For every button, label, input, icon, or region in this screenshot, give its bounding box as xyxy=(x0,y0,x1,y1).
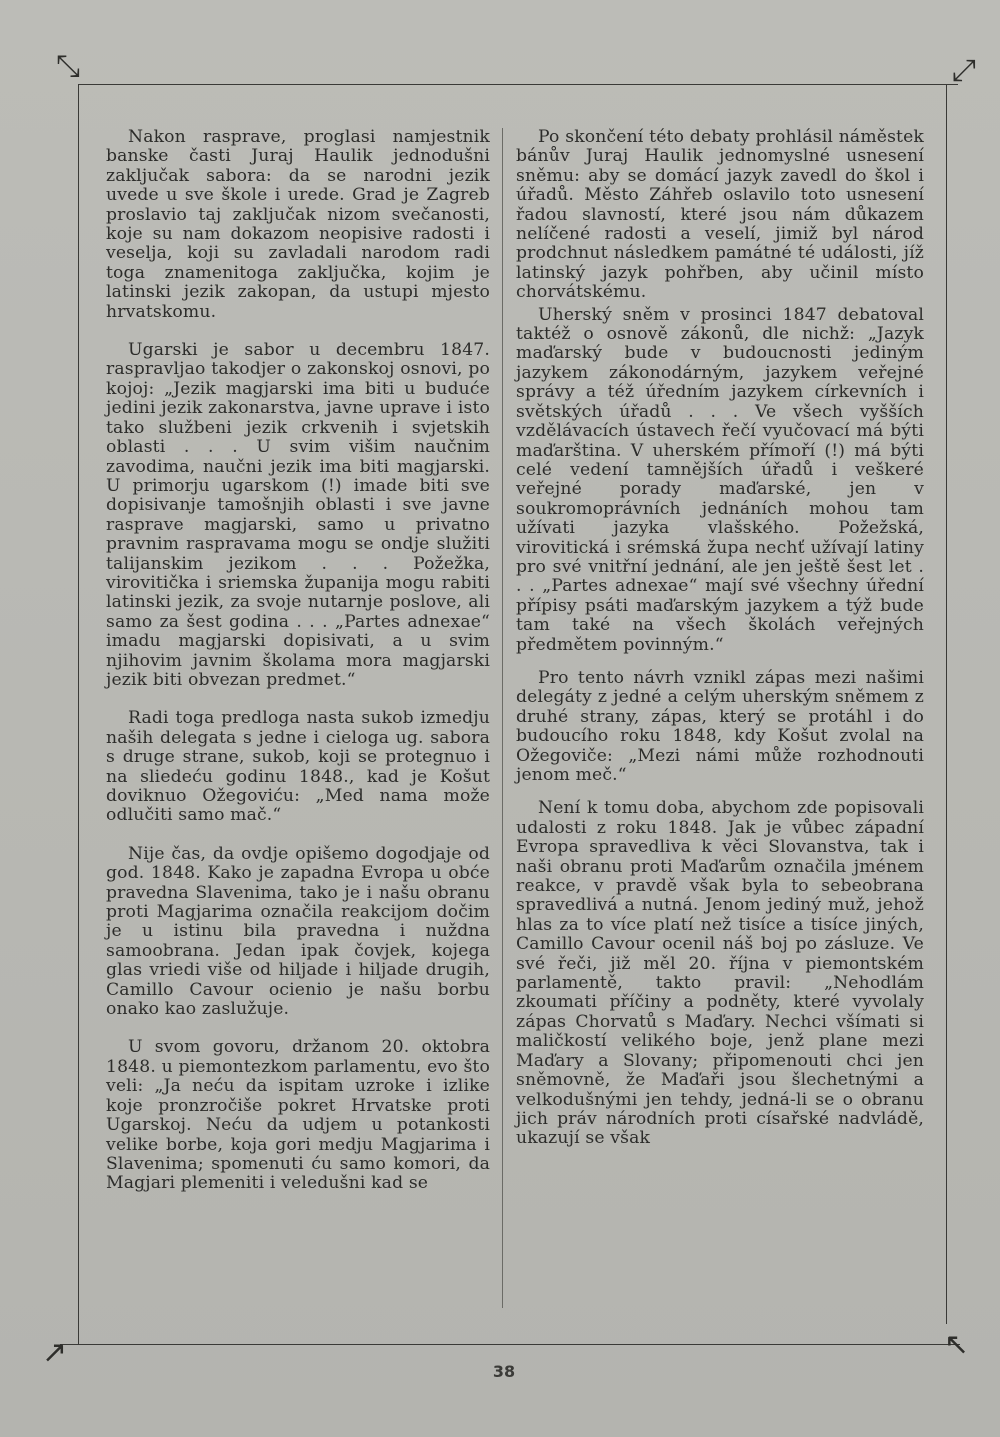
frame-bottom-rule xyxy=(60,1344,960,1345)
corner-ornament-top-right-icon: ⤢ xyxy=(952,53,976,88)
frame-top-rule xyxy=(78,84,958,85)
left-paragraph-2: Ugarski je sabor u decembru 1847. raspravljao takodjer o zakonskoj osnovi, po kojoj: „Jezik magjarski ima biti u buduće jedini jezik zakonarstva, javne uprave i isto tako službeni jezik crkvenih i svjetskih oblasti . . . U svim višim naučnim zavodima, naučni jezik ima biti magjarski. U primorju ugarskom (!) imade biti sve dopisivanje tamošnjih oblasti i sve javne rasprave magjarski, samo u privatno pravnim raspravama mogu se ondje služiti talijanskim jezikom . . . Požežka, virovitička i sriemska županija mogu rabiti latinski jezik, za svoje nutarnje poslove, ali samo za šest godina . . . „Partes adnexae“ imadu magjarski dopisivati, a u svim njihovim javnim školama mora magjarski jezik biti obvezan predmet.“ xyxy=(106,340,490,690)
page-number: 38 xyxy=(492,1362,516,1381)
corner-ornament-bottom-right-icon: ↖ xyxy=(944,1327,970,1362)
corner-ornament-bottom-left-icon: ↗ xyxy=(42,1335,68,1370)
left-column-croatian-text xyxy=(106,128,490,1213)
left-paragraph-3: Radi toga predloga nasta sukob izmedju naših delegata s jedne i cieloga ug. sabora s druge strane, sukob, koji se protegnuo i na sliedeću godinu 1848., kad je Košut doviknuo Ožegoviću: „Med nama može odlučiti samo mač.“ xyxy=(106,708,490,826)
frame-right-rule xyxy=(946,84,947,1324)
right-paragraph-3: Pro tento návrh vznikl zápas mezi našimi delegáty z jedné a celým uherským sněmem z druhé strany, zápas, který se protáhl i do budoucího roku 1848, kdy Košut zvolal na Ožegoviče: „Mezi námi může rozhodnouti jenom meč.“ xyxy=(516,667,924,785)
right-paragraph-1: Po skončení této debaty prohlásil náměstek bánův Juraj Haulik jednomyslné usnesení sněmu: aby se domácí jazyk zavedl do škol i úřadů. Město Záhřeb oslavilo toto usnesení řadou slavností, které jsou nám důkazem nelíčené radosti a veselí, jimiž byl národ prodchnut následkem památné té události, jíž latinský jazyk pohřben, aby učinil místo chorvátskému. xyxy=(516,127,924,303)
left-paragraph-5: U svom govoru, držanom 20. oktobra 1848. u piemontezkom parlamentu, evo što veli: „Ja neću da ispitam uzroke i izlike koje pronzročiše pokret Hrvatske proti Ugarskoj. Neću da udjem u potankosti velike borbe, koja gori medju Magjarima i Slavenima; spomenuti ću samo komori, da Magjari plemeniti i veledušni kad se xyxy=(106,1037,490,1194)
left-paragraph-4: Nije čas, da ovdje opišemo dogodjaje od god. 1848. Kako je zapadna Evropa u obće pravedna Slavenima, tako je i našu obranu proti Magjarima označila reakcijom dočim je u istinu bila pravedna i nuždna samoobrana. Jedan ipak čovjek, kojega glas vriedi više od hiljade i hiljade drugih, Camillo Cavour ocienio je našu borbu onako kao zaslužuje. xyxy=(106,843,490,1020)
left-paragraph-1: Nakon rasprave, proglasi namjestnik banske časti Juraj Haulik jednodušni zaključak sabora: da se narodni jezik uvede u sve škole i urede. Grad je Zagreb proslavio taj zaključak nizom svečanosti, koje su nam dokazom neopisive radosti i veselja, koji su zavladali narodom radi toga znamenitoga zaključka, kojim je latinski jezik zakopan, da ustupi mjesto hrvatskomu. xyxy=(106,127,490,322)
right-paragraph-4: Není k tomu doba, abychom zde popisovali udalosti z roku 1848. Jak je vůbec západní Evropa spravedliva k věci Slovanstva, tak i naši obranu proti Maďarům označila jménem reakce, v pravdě však byla to sebeobrana spravedlivá a nutná. Jenom jediný muž, jehož hlas za to více platí než tisíce a tisíce jiných, Camillo Cavour ocenil náš boj po zásluze. Ve své řeči, již měl 20. října v piemontském parlamentě, takto pravil: „Nehodlám zkoumati příčiny a podněty, které vyvolaly zápas Chorvatů s Maďary. Nechci všímati si maličkostí velikého boje, jenž plane mezi Maďary a Slovany; připomenouti chci jen sněmovně, že Maďaři jsou šlechetnými a velkodušnými jen tehdy, jedná-li se o obranu jich práv národních proti císařské nadvládě, ukazují se však xyxy=(516,798,924,1149)
right-column-czech-text xyxy=(516,128,924,1152)
column-divider xyxy=(502,128,503,1308)
frame-left-rule xyxy=(78,84,79,1344)
right-paragraph-2: Uherský sněm v prosinci 1847 debatoval taktéž o osnově zákonů, dle nichž: „Jazyk maďarský bude v budoucnosti jediným jazykem zákonodárným, jazykem veřejné správy a též úředním jazykem církevních i světských úřadů . . . Ve všech vyšších vzdělávacích ústavech řečí vyučovací má býti maďarština. V uherském přímoří (!) má býti celé vedení tamnějších úřadů i veškeré veřejné porady maďarské, jen v soukromoprávních jednáních mohou tam užívati jazyka vlašského. Požežská, virovitická i srémská župa nechť užívají latiny pro své vnitřní jednání, ale jen ještě šest let . . . „Partes adnexae“ mají své všechny úřední přípisy psáti maďarským jazykem a týž bude tam také na všech školách veřejných předmětem povinným.“ xyxy=(516,304,924,655)
corner-ornament-top-left-icon: ⤡ xyxy=(56,49,80,84)
